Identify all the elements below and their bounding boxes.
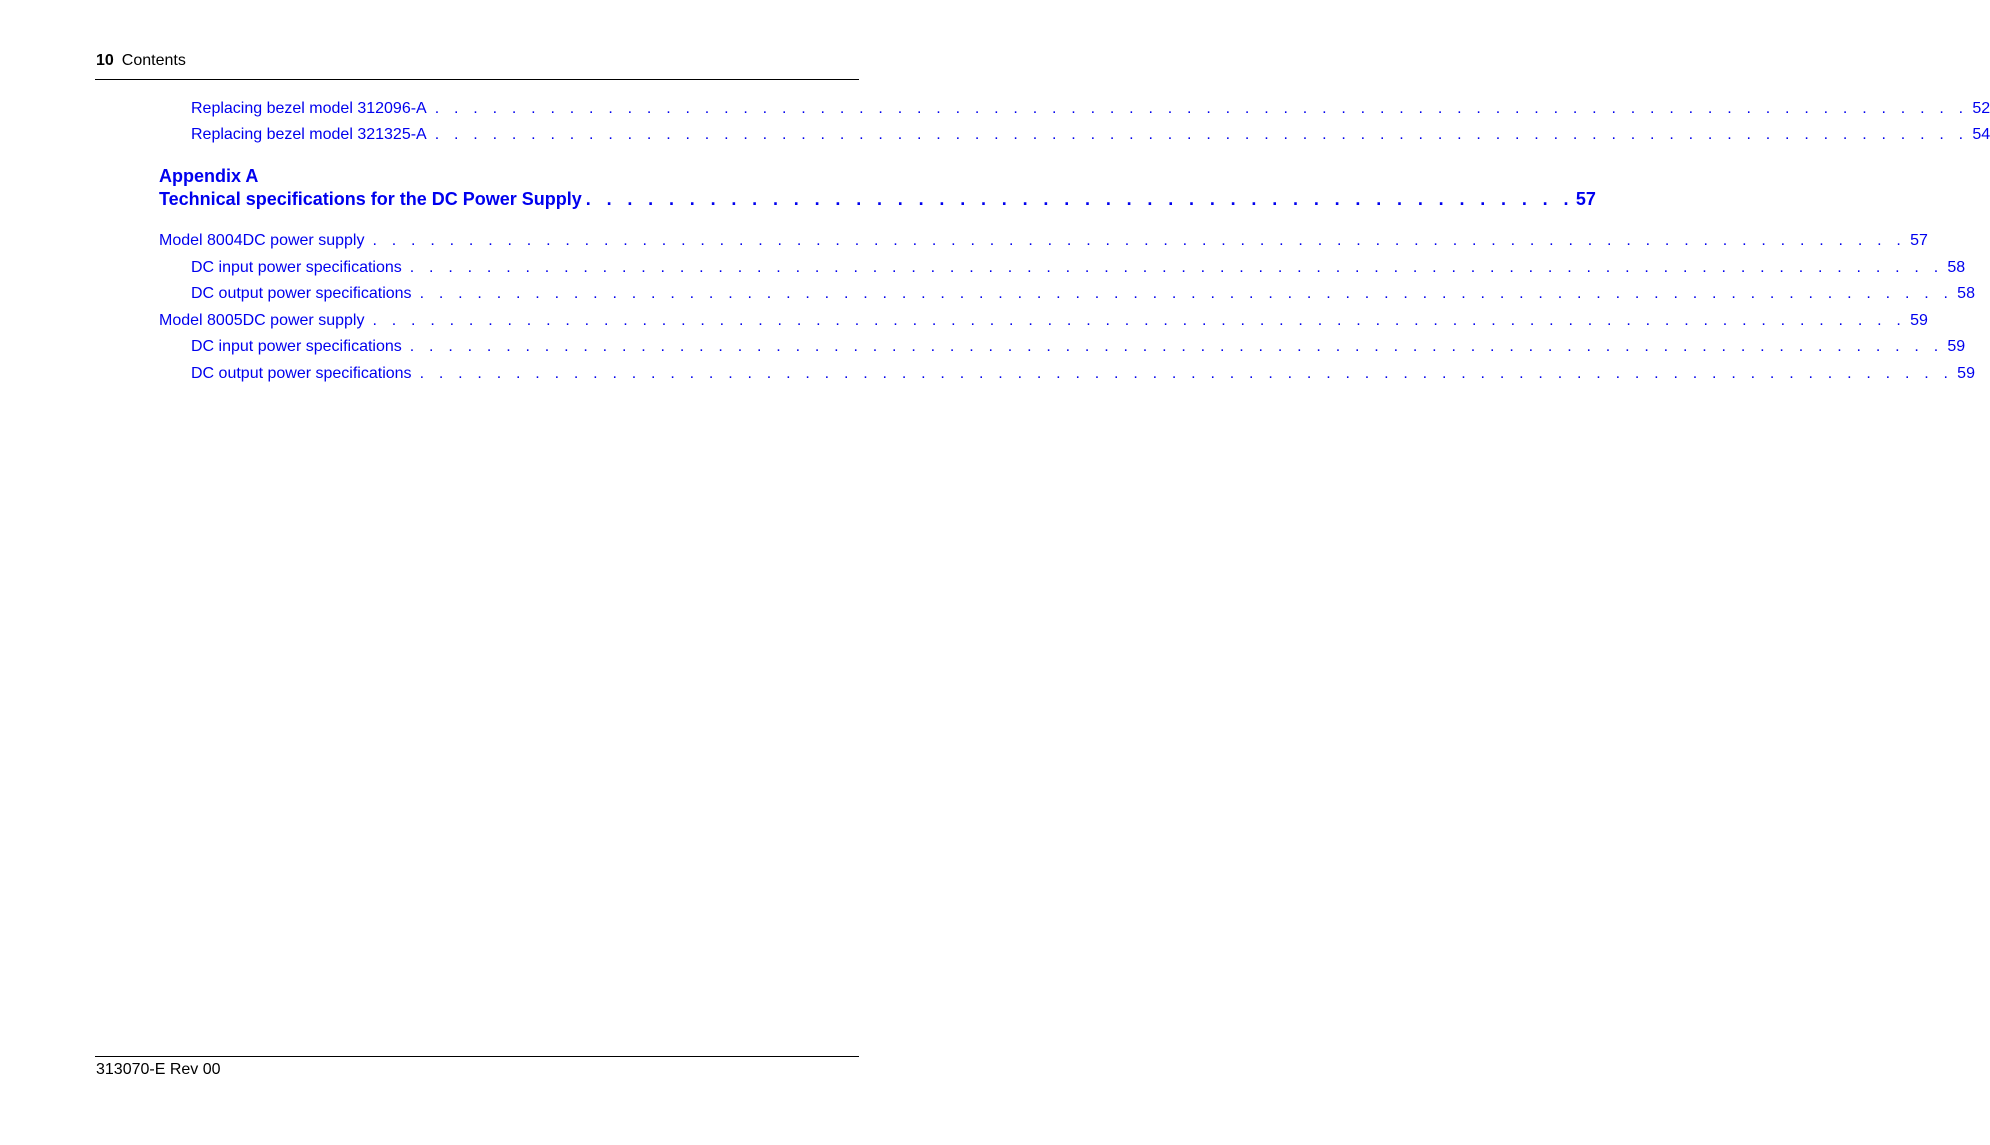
dot-leader: . . . . . . . . . . . . . . . . . . . . . . . . . . . . . . . . . . . . . . . . . . . . . . . . . . . . . . . . . . . . . . . . . . . . . . . . . . . . . . . . — [409, 338, 1944, 355]
toc-entry-model-8005dc[interactable] — [159, 311, 1928, 331]
page-number: 10 — [96, 52, 114, 69]
appendix-title: Technical specifications for the DC Power Supply — [159, 189, 582, 209]
toc-entry-8005dc-dc-output[interactable] — [191, 364, 1975, 384]
appendix-title-row — [159, 188, 1596, 211]
dot-leader: . . . . . . . . . . . . . . . . . . . . . . . . . . . . . . . . . . . . . . . . . . . . . . . . . . . . . . . . . . . . . . . . . . . . . . . . . . . . . . . . — [419, 365, 1954, 382]
dot-leader: . . . . . . . . . . . . . . . . . . . . . . . . . . . . . . . . . . . . . . . . . . . . . . . . . . . . . . . . . . . . . . . . . . . . . . . . . . . . . . . . — [434, 126, 1969, 143]
appendix-label: Appendix A — [159, 166, 259, 186]
appendix-page: 57 — [1575, 189, 1596, 209]
section-title: Contents — [121, 52, 186, 69]
toc-entry-page: 59 — [1910, 312, 1928, 329]
dot-leader: . . . . . . . . . . . . . . . . . . . . . . . . . . . . . . . . . . . . . . . . . . . . . . . . . . . . . . . . . . . . . . . . . . . . . . . . . . . . . . . . — [419, 285, 1954, 302]
toc-entry-title: Replacing bezel model 321325-A — [191, 126, 427, 143]
toc-entry-page: 58 — [1947, 259, 1966, 276]
toc-entry-page: 54 — [1972, 126, 1990, 143]
toc-entry-page: 52 — [1972, 100, 1990, 117]
dot-leader: . . . . . . . . . . . . . . . . . . . . . . . . . . . . . . . . . . . . . . . . . . . . . . . . . . . . . . . . . . . . . . . . . . . . . . . . . . . . . . . . — [434, 100, 1969, 117]
toc-entry-page: 57 — [1910, 232, 1928, 249]
toc-entry-replacing-bezel-312096[interactable] — [191, 99, 1990, 119]
toc-entry-title: DC output power specifications — [191, 365, 412, 382]
toc-entry-replacing-bezel-321325[interactable] — [191, 125, 1990, 145]
toc-entry-title: DC input power specifications — [191, 259, 402, 276]
toc-entry-page: 59 — [1957, 365, 1975, 382]
toc-entry-8004dc-dc-output[interactable] — [191, 284, 1975, 304]
toc-entry-8004dc-dc-input[interactable] — [191, 258, 1966, 278]
toc-entry-8005dc-dc-input[interactable] — [191, 337, 1966, 357]
toc-entry-model-8004dc[interactable] — [159, 231, 1928, 251]
running-header — [96, 52, 186, 70]
toc-entry-title: DC input power specifications — [191, 338, 402, 355]
dot-leader: . . . . . . . . . . . . . . . . . . . . . . . . . . . . . . . . . . . . . . . . . . . . . . . . — [585, 189, 1574, 209]
toc-entry-page: 58 — [1957, 285, 1975, 302]
document-id: 313070-E Rev 00 — [96, 1061, 221, 1078]
toc-entry-title: Replacing bezel model 312096-A — [191, 100, 427, 117]
dot-leader: . . . . . . . . . . . . . . . . . . . . . . . . . . . . . . . . . . . . . . . . . . . . . . . . . . . . . . . . . . . . . . . . . . . . . . . . . . . . . . . . — [372, 312, 1907, 329]
dot-leader: . . . . . . . . . . . . . . . . . . . . . . . . . . . . . . . . . . . . . . . . . . . . . . . . . . . . . . . . . . . . . . . . . . . . . . . . . . . . . . . . — [409, 259, 1944, 276]
appendix-a-heading[interactable] — [159, 165, 1596, 211]
footer-rule — [95, 1056, 859, 1057]
toc-entry-title: Model 8004DC power supply — [159, 232, 365, 249]
toc-entry-title: DC output power specifications — [191, 285, 412, 302]
dot-leader: . . . . . . . . . . . . . . . . . . . . . . . . . . . . . . . . . . . . . . . . . . . . . . . . . . . . . . . . . . . . . . . . . . . . . . . . . . . . . . . . — [372, 232, 1907, 249]
header-rule — [95, 79, 859, 80]
toc-entry-page: 59 — [1947, 338, 1966, 355]
toc-entry-title: Model 8005DC power supply — [159, 312, 365, 329]
